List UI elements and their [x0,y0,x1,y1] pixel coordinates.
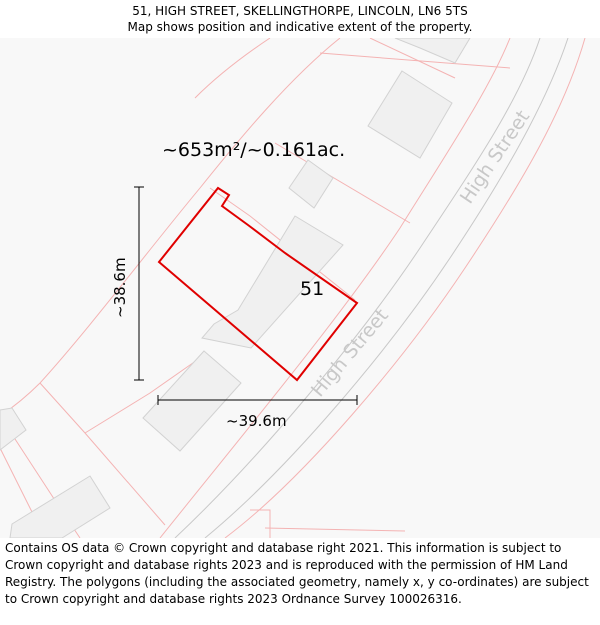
map-header [0,0,600,38]
copyright-notice: Contains OS data © Crown copyright and database right 2021. This information is subject to Crown copyright and database rights 2023 and is reproduced with the permission of HM Land Registry. The polygons (including the associated geometry, namely x, y co-ordinates) are subject to Crown copyright and database rights 2023 Ordnance Survey 100026316. [5,541,589,606]
building-upper-right [368,71,452,158]
property-map[interactable] [0,38,600,538]
height-label: ~38.6m [111,257,129,318]
map-canvas [0,38,600,538]
building-small [289,160,333,208]
plot-number-label: 51 [300,278,325,300]
building-left-edge [0,408,26,450]
road-edges [175,38,568,538]
map-subtitle: Map shows position and indicative extent of the property. [127,20,473,34]
street-label-upper: High Street [455,106,535,208]
width-label: ~39.6m [226,412,287,430]
property-address: 51, HIGH STREET, SKELLINGTHORPE, LINCOLN, LN6 5TS [132,4,468,18]
building-bottom-left [10,476,110,538]
far-rear-boundary [195,38,270,98]
street-label-lower: High Street [306,304,393,402]
buildings [0,38,470,538]
area-label: ~653m²/~0.161ac. [162,139,346,161]
building-top [395,38,470,63]
